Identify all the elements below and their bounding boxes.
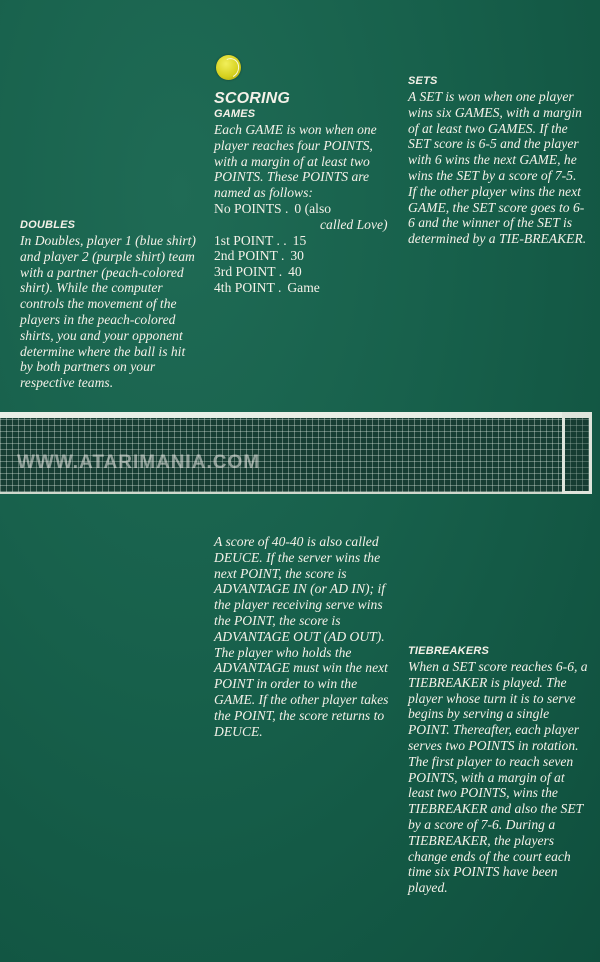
point-value: Game [287,279,320,295]
net-post [562,412,592,494]
points-row [214,233,392,249]
doubles-section [20,218,196,391]
point-label: 3rd POINT . [214,264,283,280]
point-label: 2nd POINT . [214,248,285,264]
deuce-text: A score of 40-40 is also called DEUCE. If the server wins the next POINT, the score is ADVANTAGE IN (or AD IN); if the player receiving serve wins the POINT, the score is ADVANTAGE OUT (AD OUT). The player who holds the ADVANTAGE must win the next POINT in order to win the GAME. If the other player takes the POINT, the score returns to DEUCE. [214,534,389,739]
tennis-net-image [0,412,600,494]
scoring-heading: SCORING [214,90,291,107]
doubles-text: In Doubles, player 1 (blue shirt) and player 2 (purple shirt) team with a partner (peach-colored shirt). While the computer controls the movement of the players in the peach-colored shirts, you and your opponent determine where the ball is hit by both partners on your respective teams. [20,233,196,391]
point-label: 1st POINT . . [214,232,287,248]
points-row [214,248,392,264]
sets-section [408,74,588,247]
points-table [214,201,392,296]
deuce-section [214,534,394,739]
doubles-heading: DOUBLES [20,219,76,231]
point-label: 4th POINT . [214,279,282,295]
point-value: called Love) [320,216,388,232]
points-row [214,280,392,296]
points-row [214,264,392,280]
points-row [214,201,392,217]
sets-text: A SET is won when one player wins six GAMES, with a margin of at least two GAMES. If the SET score is 6-5 and the player with 6 wins the next GAME, he wins the SET by a score of 7-5. If the other player wins the next GAME, the SET score goes to 6-6 and the winner of the SET is determined by a TIE-BREAKER. [408,89,587,247]
tiebreakers-section [408,644,590,896]
point-value: 15 [292,232,307,248]
watermark: WWW.ATARIMANIA.COM [17,452,261,473]
scoring-section [214,90,392,296]
tennis-ball-icon [216,55,241,80]
tiebreakers-heading: TIEBREAKERS [408,645,490,657]
games-subheading: GAMES [214,108,256,120]
point-label: No POINTS . [214,200,289,216]
point-value: 30 [290,248,304,264]
sets-heading: SETS [408,75,438,87]
scoring-text: Each GAME is won when one player reaches four POINTS, with a margin of at least two POINTS. These POINTS are named as follows: [214,122,377,201]
tiebreakers-text: When a SET score reaches 6-6, a TIEBREAKER is played. The player whose turn it is to serve begins by serving a single POINT. Thereafter, each player serves two POINTS in rotation. The first player to reach seven POINTS, with a margin of at least two POINTS, wins the TIEBREAKER and also the SET by a score of 7-6. During a TIEBREAKER, the players change ends of the court each time six POINTS have been played. [408,659,588,896]
point-value: 40 [288,264,302,280]
point-value: 0 (also [294,200,332,216]
points-row [214,217,392,233]
